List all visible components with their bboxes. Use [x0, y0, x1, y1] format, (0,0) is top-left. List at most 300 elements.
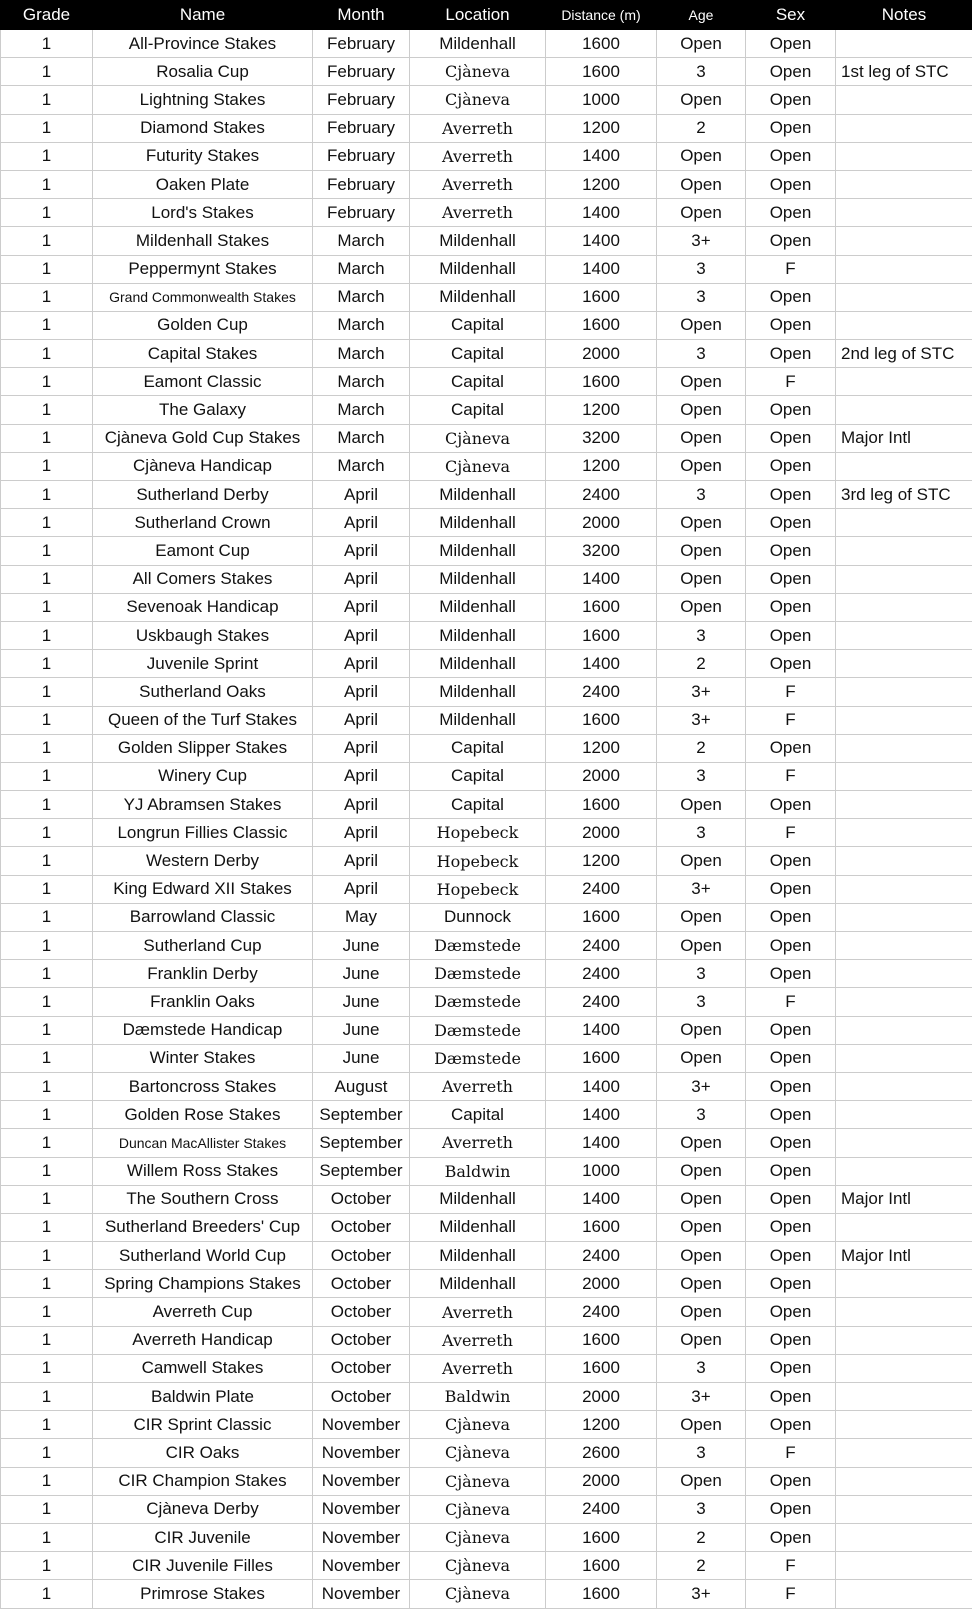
name-cell: Sutherland World Cup	[93, 1242, 313, 1270]
grade-cell: 1	[1, 1270, 93, 1298]
name-cell: Averreth Cup	[93, 1298, 313, 1326]
age-cell: Open	[657, 847, 746, 875]
age-cell: 3	[657, 621, 746, 649]
table-row	[1, 30, 972, 58]
grade-cell: 1	[1, 1044, 93, 1072]
table-row	[1, 1270, 972, 1298]
sex-cell: Open	[746, 650, 836, 678]
grade-cell: 1	[1, 734, 93, 762]
name-cell: Cjàneva Handicap	[93, 452, 313, 480]
header-name: Name	[93, 1, 313, 30]
month-cell: October	[313, 1354, 410, 1382]
grade-cell: 1	[1, 283, 93, 311]
distance-cell: 1200	[546, 847, 657, 875]
sex-cell: Open	[746, 142, 836, 170]
notes-cell	[836, 1044, 972, 1072]
name-cell: CIR Sprint Classic	[93, 1411, 313, 1439]
location-cell: Cjàneva	[410, 1411, 546, 1439]
notes-cell	[836, 30, 972, 58]
sex-cell: Open	[746, 734, 836, 762]
month-cell: June	[313, 960, 410, 988]
name-cell: Diamond Stakes	[93, 114, 313, 142]
grade-cell: 1	[1, 86, 93, 114]
notes-cell	[836, 142, 972, 170]
location-cell: Cjàneva	[410, 1552, 546, 1580]
month-cell: February	[313, 58, 410, 86]
location-cell: Mildenhall	[410, 1270, 546, 1298]
table-row	[1, 734, 972, 762]
location-cell: Cjàneva	[410, 1439, 546, 1467]
name-cell: YJ Abramsen Stakes	[93, 791, 313, 819]
sex-cell: F	[746, 1439, 836, 1467]
notes-cell	[836, 960, 972, 988]
distance-cell: 1400	[546, 1072, 657, 1100]
month-cell: February	[313, 170, 410, 198]
distance-cell: 1600	[546, 368, 657, 396]
table-row	[1, 988, 972, 1016]
location-cell: Mildenhall	[410, 227, 546, 255]
age-cell: Open	[657, 396, 746, 424]
grade-cell: 1	[1, 340, 93, 368]
table-row	[1, 1101, 972, 1129]
table-row	[1, 1326, 972, 1354]
notes-cell	[836, 1298, 972, 1326]
name-cell: Sutherland Derby	[93, 481, 313, 509]
grade-cell: 1	[1, 1439, 93, 1467]
notes-cell	[836, 650, 972, 678]
notes-cell	[836, 791, 972, 819]
name-cell: Capital Stakes	[93, 340, 313, 368]
sex-cell: Open	[746, 932, 836, 960]
location-cell: Mildenhall	[410, 565, 546, 593]
name-cell: Eamont Classic	[93, 368, 313, 396]
sex-cell: F	[746, 255, 836, 283]
location-cell: Mildenhall	[410, 537, 546, 565]
notes-cell	[836, 1157, 972, 1185]
name-cell: Sutherland Crown	[93, 509, 313, 537]
grade-cell: 1	[1, 1185, 93, 1213]
distance-cell: 1600	[546, 1552, 657, 1580]
name-cell: The Southern Cross	[93, 1185, 313, 1213]
month-cell: November	[313, 1439, 410, 1467]
sex-cell: F	[746, 1580, 836, 1608]
sex-cell: Open	[746, 396, 836, 424]
sex-cell: Open	[746, 1383, 836, 1411]
header-row	[1, 1, 972, 30]
name-cell: Camwell Stakes	[93, 1354, 313, 1382]
table-row	[1, 452, 972, 480]
table-row	[1, 1129, 972, 1157]
age-cell: 3	[657, 988, 746, 1016]
age-cell: Open	[657, 424, 746, 452]
name-cell: Golden Rose Stakes	[93, 1101, 313, 1129]
name-cell: Longrun Fillies Classic	[93, 819, 313, 847]
name-cell: Sevenoak Handicap	[93, 593, 313, 621]
table-row	[1, 86, 972, 114]
notes-cell	[836, 565, 972, 593]
distance-cell: 1400	[546, 1185, 657, 1213]
month-cell: October	[313, 1242, 410, 1270]
age-cell: 3+	[657, 678, 746, 706]
sex-cell: F	[746, 678, 836, 706]
notes-cell	[836, 1523, 972, 1551]
location-cell: Cjàneva	[410, 1580, 546, 1608]
month-cell: April	[313, 706, 410, 734]
grade-cell: 1	[1, 1580, 93, 1608]
month-cell: March	[313, 255, 410, 283]
notes-cell	[836, 1072, 972, 1100]
table-row	[1, 227, 972, 255]
location-cell: Mildenhall	[410, 283, 546, 311]
sex-cell: Open	[746, 903, 836, 931]
name-cell: Lightning Stakes	[93, 86, 313, 114]
table-row	[1, 762, 972, 790]
age-cell: Open	[657, 1411, 746, 1439]
table-row	[1, 932, 972, 960]
age-cell: Open	[657, 1213, 746, 1241]
grade-cell: 1	[1, 255, 93, 283]
month-cell: November	[313, 1580, 410, 1608]
month-cell: April	[313, 847, 410, 875]
notes-cell	[836, 1552, 972, 1580]
name-cell: Winery Cup	[93, 762, 313, 790]
sex-cell: Open	[746, 114, 836, 142]
name-cell: Dæmstede Handicap	[93, 1016, 313, 1044]
month-cell: February	[313, 30, 410, 58]
sex-cell: F	[746, 988, 836, 1016]
distance-cell: 1400	[546, 255, 657, 283]
sex-cell: Open	[746, 1298, 836, 1326]
age-cell: 3+	[657, 227, 746, 255]
month-cell: October	[313, 1270, 410, 1298]
grade-cell: 1	[1, 762, 93, 790]
age-cell: 3	[657, 1101, 746, 1129]
name-cell: Futurity Stakes	[93, 142, 313, 170]
notes-cell	[836, 1467, 972, 1495]
location-cell: Mildenhall	[410, 30, 546, 58]
notes-cell	[836, 396, 972, 424]
distance-cell: 1600	[546, 1044, 657, 1072]
distance-cell: 1200	[546, 1411, 657, 1439]
grade-cell: 1	[1, 791, 93, 819]
table-row	[1, 199, 972, 227]
grade-cell: 1	[1, 1242, 93, 1270]
month-cell: April	[313, 791, 410, 819]
sex-cell: Open	[746, 199, 836, 227]
notes-cell	[836, 452, 972, 480]
notes-cell: 3rd leg of STC	[836, 481, 972, 509]
table-row	[1, 311, 972, 339]
notes-cell	[836, 734, 972, 762]
grade-cell: 1	[1, 1383, 93, 1411]
month-cell: June	[313, 932, 410, 960]
age-cell: Open	[657, 537, 746, 565]
grade-cell: 1	[1, 706, 93, 734]
month-cell: June	[313, 1044, 410, 1072]
grade-cell: 1	[1, 1411, 93, 1439]
grade-cell: 1	[1, 1016, 93, 1044]
name-cell: Golden Slipper Stakes	[93, 734, 313, 762]
name-cell: Willem Ross Stakes	[93, 1157, 313, 1185]
month-cell: April	[313, 734, 410, 762]
age-cell: Open	[657, 791, 746, 819]
name-cell: Sutherland Breeders' Cup	[93, 1213, 313, 1241]
month-cell: April	[313, 593, 410, 621]
notes-cell	[836, 255, 972, 283]
grade-cell: 1	[1, 1495, 93, 1523]
grade-cell: 1	[1, 1157, 93, 1185]
grade-cell: 1	[1, 932, 93, 960]
header-month: Month	[313, 1, 410, 30]
grade-cell: 1	[1, 1129, 93, 1157]
location-cell: Dunnock	[410, 903, 546, 931]
notes-cell	[836, 593, 972, 621]
table-row	[1, 170, 972, 198]
grade-cell: 1	[1, 960, 93, 988]
grade-cell: 1	[1, 847, 93, 875]
age-cell: Open	[657, 142, 746, 170]
location-cell: Mildenhall	[410, 706, 546, 734]
location-cell: Cjàneva	[410, 58, 546, 86]
month-cell: August	[313, 1072, 410, 1100]
month-cell: November	[313, 1411, 410, 1439]
grade-cell: 1	[1, 368, 93, 396]
notes-cell	[836, 537, 972, 565]
notes-cell	[836, 1495, 972, 1523]
age-cell: Open	[657, 199, 746, 227]
table-row	[1, 819, 972, 847]
distance-cell: 3200	[546, 537, 657, 565]
table-row	[1, 255, 972, 283]
age-cell: 3	[657, 283, 746, 311]
header-distance: Distance (m)	[546, 1, 657, 30]
name-cell: Spring Champions Stakes	[93, 1270, 313, 1298]
age-cell: 3	[657, 58, 746, 86]
table-row	[1, 396, 972, 424]
distance-cell: 2400	[546, 1242, 657, 1270]
age-cell: 3	[657, 255, 746, 283]
distance-cell: 1600	[546, 30, 657, 58]
table-row	[1, 1439, 972, 1467]
table-row	[1, 114, 972, 142]
location-cell: Dæmstede	[410, 1016, 546, 1044]
age-cell: 2	[657, 1552, 746, 1580]
name-cell: Mildenhall Stakes	[93, 227, 313, 255]
grade-cell: 1	[1, 170, 93, 198]
table-row	[1, 875, 972, 903]
age-cell: Open	[657, 1242, 746, 1270]
sex-cell: Open	[746, 1354, 836, 1382]
distance-cell: 1200	[546, 396, 657, 424]
notes-cell	[836, 368, 972, 396]
name-cell: Queen of the Turf Stakes	[93, 706, 313, 734]
age-cell: Open	[657, 1157, 746, 1185]
location-cell: Averreth	[410, 1298, 546, 1326]
distance-cell: 1200	[546, 452, 657, 480]
month-cell: October	[313, 1326, 410, 1354]
name-cell: Eamont Cup	[93, 537, 313, 565]
location-cell: Averreth	[410, 1326, 546, 1354]
notes-cell	[836, 1354, 972, 1382]
sex-cell: Open	[746, 340, 836, 368]
location-cell: Capital	[410, 791, 546, 819]
month-cell: June	[313, 1016, 410, 1044]
sex-cell: Open	[746, 847, 836, 875]
location-cell: Mildenhall	[410, 650, 546, 678]
sex-cell: Open	[746, 1157, 836, 1185]
notes-cell	[836, 1580, 972, 1608]
table-row	[1, 537, 972, 565]
distance-cell: 1600	[546, 1326, 657, 1354]
location-cell: Capital	[410, 311, 546, 339]
location-cell: Capital	[410, 762, 546, 790]
age-cell: 3	[657, 1439, 746, 1467]
notes-cell: 2nd leg of STC	[836, 340, 972, 368]
sex-cell: Open	[746, 58, 836, 86]
month-cell: November	[313, 1552, 410, 1580]
sex-cell: Open	[746, 170, 836, 198]
location-cell: Mildenhall	[410, 255, 546, 283]
distance-cell: 2000	[546, 509, 657, 537]
sex-cell: Open	[746, 875, 836, 903]
table-row	[1, 1072, 972, 1100]
distance-cell: 1000	[546, 1157, 657, 1185]
age-cell: Open	[657, 86, 746, 114]
grade-cell: 1	[1, 1326, 93, 1354]
distance-cell: 1600	[546, 58, 657, 86]
distance-cell: 1600	[546, 621, 657, 649]
table-row	[1, 283, 972, 311]
location-cell: Dæmstede	[410, 960, 546, 988]
location-cell: Mildenhall	[410, 509, 546, 537]
age-cell: 2	[657, 1523, 746, 1551]
table-row	[1, 621, 972, 649]
name-cell: CIR Champion Stakes	[93, 1467, 313, 1495]
distance-cell: 2000	[546, 762, 657, 790]
table-row	[1, 1467, 972, 1495]
distance-cell: 1600	[546, 1213, 657, 1241]
table-row	[1, 1580, 972, 1608]
notes-cell	[836, 1270, 972, 1298]
table-row	[1, 1044, 972, 1072]
distance-cell: 2400	[546, 960, 657, 988]
age-cell: 3	[657, 762, 746, 790]
sex-cell: F	[746, 1552, 836, 1580]
sex-cell: Open	[746, 1129, 836, 1157]
age-cell: Open	[657, 1326, 746, 1354]
location-cell: Averreth	[410, 1072, 546, 1100]
name-cell: Oaken Plate	[93, 170, 313, 198]
distance-cell: 1400	[546, 199, 657, 227]
location-cell: Averreth	[410, 142, 546, 170]
distance-cell: 1200	[546, 114, 657, 142]
age-cell: Open	[657, 170, 746, 198]
table-row	[1, 1383, 972, 1411]
age-cell: 3+	[657, 875, 746, 903]
name-cell: CIR Oaks	[93, 1439, 313, 1467]
age-cell: 2	[657, 734, 746, 762]
age-cell: Open	[657, 593, 746, 621]
distance-cell: 1400	[546, 650, 657, 678]
age-cell: Open	[657, 1298, 746, 1326]
notes-cell	[836, 311, 972, 339]
sex-cell: Open	[746, 1213, 836, 1241]
distance-cell: 2000	[546, 1383, 657, 1411]
name-cell: King Edward XII Stakes	[93, 875, 313, 903]
age-cell: Open	[657, 1016, 746, 1044]
distance-cell: 1600	[546, 706, 657, 734]
distance-cell: 1600	[546, 1580, 657, 1608]
location-cell: Cjàneva	[410, 86, 546, 114]
name-cell: Juvenile Sprint	[93, 650, 313, 678]
grade-cell: 1	[1, 903, 93, 931]
table-body	[1, 30, 972, 1609]
age-cell: Open	[657, 903, 746, 931]
location-cell: Mildenhall	[410, 621, 546, 649]
sex-cell: Open	[746, 311, 836, 339]
sex-cell: Open	[746, 565, 836, 593]
location-cell: Hopebeck	[410, 819, 546, 847]
distance-cell: 2600	[546, 1439, 657, 1467]
grade-cell: 1	[1, 114, 93, 142]
location-cell: Mildenhall	[410, 1242, 546, 1270]
grade-cell: 1	[1, 58, 93, 86]
name-cell: Averreth Handicap	[93, 1326, 313, 1354]
month-cell: April	[313, 875, 410, 903]
age-cell: Open	[657, 1044, 746, 1072]
sex-cell: Open	[746, 1016, 836, 1044]
name-cell: Sutherland Oaks	[93, 678, 313, 706]
age-cell: Open	[657, 452, 746, 480]
distance-cell: 2400	[546, 1298, 657, 1326]
notes-cell	[836, 847, 972, 875]
name-cell: Lord's Stakes	[93, 199, 313, 227]
grade-cell: 1	[1, 227, 93, 255]
sex-cell: F	[746, 368, 836, 396]
location-cell: Capital	[410, 1101, 546, 1129]
sex-cell: Open	[746, 1185, 836, 1213]
grade-cell: 1	[1, 1298, 93, 1326]
distance-cell: 1600	[546, 1354, 657, 1382]
table-row	[1, 1016, 972, 1044]
distance-cell: 2000	[546, 1270, 657, 1298]
notes-cell: 1st leg of STC	[836, 58, 972, 86]
table-row	[1, 1523, 972, 1551]
month-cell: October	[313, 1185, 410, 1213]
location-cell: Hopebeck	[410, 875, 546, 903]
age-cell: Open	[657, 509, 746, 537]
notes-cell	[836, 762, 972, 790]
distance-cell: 2400	[546, 1495, 657, 1523]
month-cell: October	[313, 1383, 410, 1411]
name-cell: Golden Cup	[93, 311, 313, 339]
month-cell: April	[313, 537, 410, 565]
location-cell: Mildenhall	[410, 1213, 546, 1241]
age-cell: 2	[657, 114, 746, 142]
month-cell: May	[313, 903, 410, 931]
notes-cell	[836, 86, 972, 114]
grade-cell: 1	[1, 1467, 93, 1495]
table-row	[1, 340, 972, 368]
sex-cell: Open	[746, 1411, 836, 1439]
sex-cell: Open	[746, 283, 836, 311]
sex-cell: Open	[746, 1495, 836, 1523]
age-cell: Open	[657, 1270, 746, 1298]
location-cell: Dæmstede	[410, 932, 546, 960]
table-row	[1, 1298, 972, 1326]
distance-cell: 2400	[546, 678, 657, 706]
grade-cell: 1	[1, 593, 93, 621]
